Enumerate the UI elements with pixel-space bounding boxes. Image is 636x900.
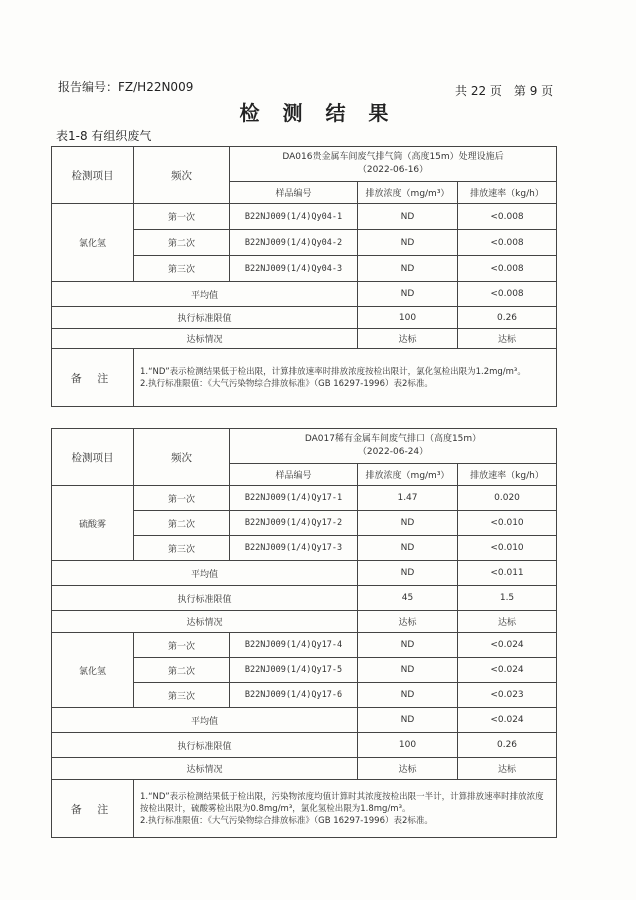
limit-label: 执行标准限值	[52, 733, 358, 758]
pollutant-name: 氯化氢	[52, 204, 134, 282]
average-rate: <0.011	[458, 561, 557, 586]
pollutant-name: 氯化氢	[52, 633, 134, 708]
frequency-cell: 第一次	[134, 486, 230, 511]
average-concentration: ND	[358, 708, 458, 733]
table-row	[52, 633, 557, 658]
remark-2: 2.执行标准限值：《大气污染物综合排放标准》（GB 16297-1996）表2标准。	[140, 378, 433, 389]
average-row	[52, 282, 557, 307]
average-row	[52, 708, 557, 733]
results-table-da017	[51, 428, 557, 838]
average-rate: <0.024	[458, 708, 557, 733]
remarks-text	[134, 780, 557, 838]
table-caption: 表1-8 有组织废气	[56, 129, 152, 143]
header-frequency: 频次	[134, 147, 230, 204]
rate-cell: <0.010	[458, 511, 557, 536]
results-table-da016	[51, 146, 557, 407]
average-concentration: ND	[358, 561, 458, 586]
limit-concentration: 100	[358, 733, 458, 758]
header-concentration: 排放浓度（mg/m³）	[358, 182, 458, 204]
average-label: 平均值	[52, 708, 358, 733]
remarks-row	[52, 780, 557, 838]
rate-cell: <0.008	[458, 256, 557, 282]
source-date: （2022-06-24）	[357, 447, 429, 457]
table-row	[52, 204, 557, 230]
source-name: DA017稀有金属车间废气排口（高度15m）	[304, 434, 482, 444]
sample-id-cell: B22NJ009(1/4)Qy17-4	[230, 633, 358, 658]
average-concentration: ND	[358, 282, 458, 307]
rate-cell: <0.008	[458, 230, 557, 256]
compliance-row	[52, 611, 557, 633]
sample-id-cell: B22NJ009(1/4)Qy17-6	[230, 683, 358, 708]
limit-rate: 1.5	[458, 586, 557, 611]
compliance-concentration: 达标	[358, 758, 458, 780]
limit-row	[52, 307, 557, 329]
rate-cell: <0.024	[458, 633, 557, 658]
source-header	[230, 429, 557, 464]
sample-id-cell: B22NJ009(1/4)Qy17-5	[230, 658, 358, 683]
rate-cell: <0.024	[458, 658, 557, 683]
average-rate: <0.008	[458, 282, 557, 307]
report-number: 报告编号：FZ/H22N009	[58, 80, 194, 94]
concentration-cell: ND	[358, 633, 458, 658]
rate-cell: <0.023	[458, 683, 557, 708]
source-name: DA016贵金属车间废气排气筒（高度15m）处理设施后	[282, 152, 504, 162]
remark-1: 1.“ND”表示检测结果低于检出限，污染物浓度均值计算时其浓度按检出限一半计，计算排放速率时排放浓度按检出限计，硫酸雾检出限为0.8mg/m³，氯化氢检出限为1.8mg/m³。	[140, 791, 544, 814]
concentration-cell: 1.47	[358, 486, 458, 511]
sample-id-cell: B22NJ009(1/4)Qy04-1	[230, 204, 358, 230]
frequency-cell: 第三次	[134, 256, 230, 282]
compliance-row	[52, 758, 557, 780]
compliance-label: 达标情况	[52, 329, 358, 349]
concentration-cell: ND	[358, 683, 458, 708]
concentration-cell: ND	[358, 658, 458, 683]
compliance-row	[52, 329, 557, 349]
sample-id-cell: B22NJ009(1/4)Qy17-1	[230, 486, 358, 511]
compliance-rate: 达标	[458, 611, 557, 633]
header-rate: 排放速率（kg/h）	[458, 464, 557, 486]
header-item: 检测项目	[52, 429, 134, 486]
frequency-cell: 第二次	[134, 511, 230, 536]
limit-label: 执行标准限值	[52, 307, 358, 329]
source-date: （2022-06-16）	[357, 165, 429, 175]
limit-rate: 0.26	[458, 733, 557, 758]
concentration-cell: ND	[358, 204, 458, 230]
remarks-text	[134, 349, 557, 407]
compliance-label: 达标情况	[52, 758, 358, 780]
sample-id-cell: B22NJ009(1/4)Qy17-2	[230, 511, 358, 536]
compliance-rate: 达标	[458, 329, 557, 349]
rate-cell: 0.020	[458, 486, 557, 511]
remark-1: 1.“ND”表示检测结果低于检出限，计算排放速率时排放浓度按检出限计，氯化氢检出限为1.2mg/m³。	[140, 366, 526, 377]
header-rate: 排放速率（kg/h）	[458, 182, 557, 204]
frequency-cell: 第三次	[134, 536, 230, 561]
average-label: 平均值	[52, 561, 358, 586]
page-info: 共 22 页 第 9 页	[455, 84, 554, 98]
pollutant-name: 硫酸雾	[52, 486, 134, 561]
page-title: 检 测 结 果	[239, 101, 397, 125]
header-sample-id: 样品编号	[230, 182, 358, 204]
frequency-cell: 第二次	[134, 658, 230, 683]
header-sample-id: 样品编号	[230, 464, 358, 486]
compliance-label: 达标情况	[52, 611, 358, 633]
header-frequency: 频次	[134, 429, 230, 486]
remark-2: 2.执行标准限值：《大气污染物综合排放标准》（GB 16297-1996）表2标准。	[140, 815, 433, 826]
limit-row	[52, 586, 557, 611]
sample-id-cell: B22NJ009(1/4)Qy17-3	[230, 536, 358, 561]
rate-cell: <0.010	[458, 536, 557, 561]
limit-row	[52, 733, 557, 758]
header-concentration: 排放浓度（mg/m³）	[358, 464, 458, 486]
source-header	[230, 147, 557, 182]
rate-cell: <0.008	[458, 204, 557, 230]
concentration-cell: ND	[358, 511, 458, 536]
concentration-cell: ND	[358, 256, 458, 282]
remarks-label: 备 注	[52, 349, 134, 407]
remarks-row	[52, 349, 557, 407]
frequency-cell: 第三次	[134, 683, 230, 708]
frequency-cell: 第一次	[134, 633, 230, 658]
header-item: 检测项目	[52, 147, 134, 204]
compliance-concentration: 达标	[358, 611, 458, 633]
concentration-cell: ND	[358, 230, 458, 256]
average-row	[52, 561, 557, 586]
limit-concentration: 45	[358, 586, 458, 611]
limit-rate: 0.26	[458, 307, 557, 329]
sample-id-cell: B22NJ009(1/4)Qy04-3	[230, 256, 358, 282]
limit-concentration: 100	[358, 307, 458, 329]
concentration-cell: ND	[358, 536, 458, 561]
remarks-label: 备 注	[52, 780, 134, 838]
limit-label: 执行标准限值	[52, 586, 358, 611]
frequency-cell: 第一次	[134, 204, 230, 230]
sample-id-cell: B22NJ009(1/4)Qy04-2	[230, 230, 358, 256]
frequency-cell: 第二次	[134, 230, 230, 256]
table-row	[52, 486, 557, 511]
compliance-concentration: 达标	[358, 329, 458, 349]
compliance-rate: 达标	[458, 758, 557, 780]
average-label: 平均值	[52, 282, 358, 307]
